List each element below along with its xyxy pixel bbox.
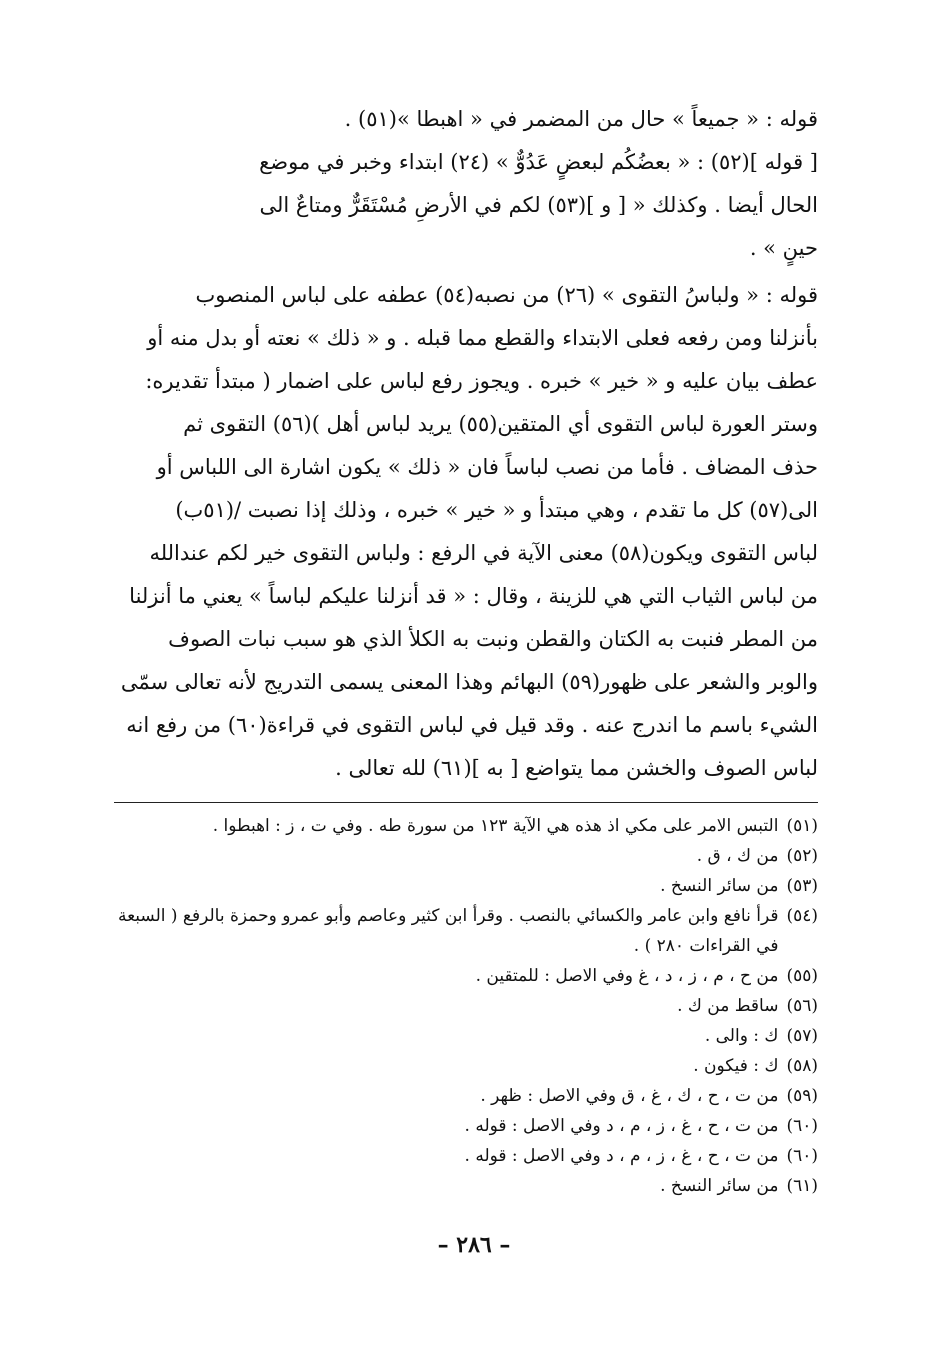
footnote-number: (٥٣): [786, 876, 818, 896]
footnote-text: ك : فيكون .: [693, 1056, 779, 1076]
footnote: [114, 1021, 818, 1051]
footnote-number: (٦٠): [786, 1116, 818, 1136]
footnote-number: (٥٤): [786, 906, 818, 926]
text-line: الى(٥٧) كل ما تقدم ، وهي مبتدأ و « خير » خبره ، وذلك إذا نصبت /(٥١ب): [175, 498, 818, 522]
text-line: حذف المضاف . فأما من نصب لباساً فان « ذلك » يكون اشارة الى اللباس أو: [156, 455, 818, 479]
footnote-number: (٦١): [786, 1176, 818, 1196]
footnote-text: ك : والى .: [704, 1026, 779, 1046]
footnote-text: من سائر النسخ .: [660, 876, 779, 896]
footnote-text: من ت ، ح ، غ ، ز ، م ، د وفي الاصل : قوله .: [464, 1146, 779, 1166]
text-line: لباس الصوف والخشن مما يتواضع [ به ](٦١) لله تعالى .: [335, 756, 818, 780]
footnote-text: من ح ، م ، ز ، د ، غ وفي الاصل : للمتقين .: [475, 966, 779, 986]
footnote-text: التبس الامر على مكي اذ هذه هي الآية ١٢٣ من سورة طه . وفي ت ، ز : اهبطوا .: [212, 816, 779, 836]
footnote: [114, 841, 818, 871]
text-line: بأنزلنا ومن رفعه فعلى الابتداء والقطع مما قبله . و « ذلك » نعته أو بدل منه أو: [147, 326, 818, 350]
text-line: وستر العورة لباس التقوى أي المتقين(٥٥) يريد لباس أهل )(٥٦) التقوى ثم: [183, 412, 818, 436]
text-line: لباس التقوى ويكون(٥٨) معنى الآية في الرفع : ولباس التقوى خير لكم عندالله: [149, 541, 818, 565]
footnote-number: (٥١): [786, 816, 818, 836]
footnote: [114, 1081, 818, 1111]
footnote: [114, 871, 818, 901]
footnote-number: (٥٦): [786, 996, 818, 1016]
footnote-number: (٥٧): [786, 1026, 818, 1046]
main-text: [114, 98, 818, 790]
text-line: عطف بيان عليه و « خير » خبره . ويجوز رفع لباس على اضمار ( مبتدأ تقديره:: [145, 369, 818, 393]
text-line: حينٍ » .: [749, 236, 818, 260]
text-line: من المطر فنبت به الكتان والقطن ونبت به الكلأ الذي هو سبب نبات الصوف: [168, 627, 818, 651]
text-line: الشيء باسم ما اندرج عنه . وقد قيل في لباس التقوى في قراءة(٦٠) من رفع انه: [126, 713, 818, 737]
footnote: [114, 961, 818, 991]
footnote-text: قرأ نافع وابن عامر والكسائي بالنصب . وقرأ ابن كثير وعاصم وأبو عمرو وحمزة بالرفع ( السبعة في القراءات ٢٨٠ ) .: [117, 906, 779, 956]
footnote-text: من ك ، ق .: [696, 846, 779, 866]
page-number: – ٢٨٦ –: [437, 1232, 511, 1258]
footnote: [114, 1051, 818, 1081]
footnote-text: من ت ، ح ، غ ، ز ، م ، د وفي الاصل : قوله .: [464, 1116, 779, 1136]
text-line: [ قوله ](٥٢) : « بعضُكُم لبعضٍ عَدُوٌّ » (٢٤) ابتداء وخبر في موضع: [259, 150, 818, 174]
footnote: [114, 1141, 818, 1171]
text-line: قوله : « ولباسُ التقوى » (٢٦) من نصبه(٥٤) عطفه على لباس المنصوب: [195, 283, 818, 307]
footnote-text: من ت ، ح ، ك ، غ ، ق وفي الاصل : ظهر .: [480, 1086, 779, 1106]
text-line: الحال أيضا . وكذلك « [ و ](٥٣) لكم في الأرضِ مُسْتَقَرٌّ ومتاعٌ الى: [259, 193, 818, 217]
text-line: والوبر والشعر على ظهور(٥٩) البهائم وهذا المعنى يسمى التدريج لأنه تعالى سمّى: [120, 670, 818, 694]
footnote-text: ساقط من ك .: [677, 996, 779, 1016]
footnote-number: (٥٨): [786, 1056, 818, 1076]
footnote-text: من سائر النسخ .: [660, 1176, 779, 1196]
footnote: [114, 1111, 818, 1141]
footnote-number: (٦٠): [786, 1146, 818, 1166]
text-line: من لباس الثياب التي هي للزينة ، وقال : « قد أنزلنا عليكم لباساً » يعني ما أنزلنا: [129, 584, 818, 608]
footnote-divider: [114, 802, 818, 803]
footnote: [114, 1171, 818, 1201]
footnote-number: (٥٢): [786, 846, 818, 866]
footnote: [114, 811, 818, 841]
footnote-number: (٥٩): [786, 1086, 818, 1106]
footnote-number: (٥٥): [786, 966, 818, 986]
text-line: قوله : « جميعاً » حال من المضمر في « اهبطا »(٥١) .: [344, 107, 818, 131]
footnote: [114, 901, 818, 961]
footnote: [114, 991, 818, 1021]
footnotes: [114, 811, 818, 1201]
